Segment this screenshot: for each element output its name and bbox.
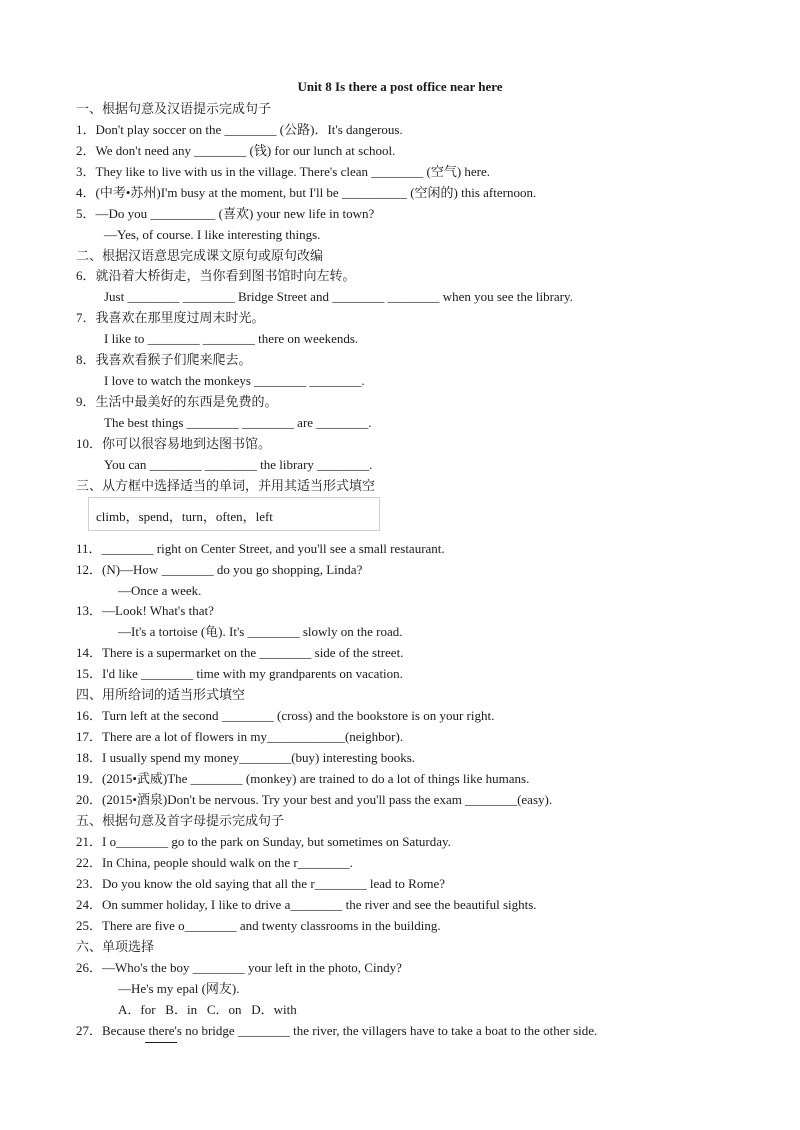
section-heading-2: 二、根据汉语意思完成课文原句或原句改编 — [76, 248, 324, 263]
question-17: 17．There are a lot of flowers in my____________(neighbor). — [76, 729, 404, 744]
question-12-answer-line: —Once a week. — [118, 583, 202, 598]
question-14: 14．There is a supermarket on the ________ side of the street. — [76, 645, 404, 660]
question-16: 16．Turn left at the second ________ (cross) and the bookstore is on your right. — [76, 708, 495, 723]
section-heading-5: 五、根据句意及首字母提示完成句子 — [76, 813, 285, 828]
question-20: 20．(2015•酒泉)Don't be nervous. Try your best and you'll pass the exam ________(easy). — [76, 792, 553, 807]
question-26-options: A．for B．in C．on D．with — [118, 1002, 297, 1017]
question-7-english: I like to ________ ________ there on weekends. — [104, 331, 359, 346]
question-1: 1．Don't play soccer on the ________ (公路)．It's dangerous. — [76, 122, 403, 137]
question-24: 24．On summer holiday, I like to drive a________ the river and see the beautiful sights. — [76, 897, 537, 912]
question-13: 13．—Look! What's that? — [76, 603, 214, 618]
page-title: Unit 8 Is there a post office near here — [297, 79, 503, 94]
underline-mark — [145, 1042, 177, 1043]
question-9-english: The best things ________ ________ are ________. — [104, 415, 372, 430]
question-3: 3．They like to live with us in the village. There's clean ________ (空气) here. — [76, 164, 491, 179]
question-11: 11．________ right on Center Street, and you'll see a small restaurant. — [76, 541, 445, 556]
question-18: 18．I usually spend my money________(buy) interesting books. — [76, 750, 416, 765]
question-8: 8．我喜欢看猴子们爬来爬去。 — [76, 352, 252, 367]
question-22: 22．In China, people should walk on the r________. — [76, 855, 353, 870]
question-5-answer-line: —Yes, of course. I like interesting things. — [104, 227, 321, 242]
section-heading-1: 一、根据句意及汉语提示完成句子 — [76, 101, 272, 116]
question-4: 4．(中考•苏州)I'm busy at the moment, but I'll be __________ (空闲的) this afternoon. — [76, 185, 537, 200]
question-21: 21．I o________ go to the park on Sunday, but sometimes on Saturday. — [76, 834, 451, 849]
question-8-english: I love to watch the monkeys ________ ________. — [104, 373, 365, 388]
question-7: 7．我喜欢在那里度过周末时光。 — [76, 310, 265, 325]
question-12: 12．(N)—How ________ do you go shopping, Linda? — [76, 562, 363, 577]
question-23: 23．Do you know the old saying that all the r________ lead to Rome? — [76, 876, 445, 891]
question-5: 5．—Do you __________ (喜欢) your new life in town? — [76, 206, 375, 221]
section-heading-6: 六、单项选择 — [76, 939, 155, 954]
question-26: 26．—Who's the boy ________ your left in the photo, Cindy? — [76, 960, 402, 975]
question-15: 15．I'd like ________ time with my grandparents on vacation. — [76, 666, 403, 681]
question-27: 27．Because there's no bridge ________ the river, the villagers have to take a boat to the other side. — [76, 1023, 598, 1038]
question-2: 2．We don't need any ________ (钱) for our lunch at school. — [76, 143, 396, 158]
question-9: 9．生活中最美好的东西是免费的。 — [76, 394, 278, 409]
question-26-answer-line: —He's my epal (网友). — [118, 981, 240, 996]
question-13-answer-line: —It's a tortoise (龟). It's ________ slowly on the road. — [118, 624, 403, 639]
word-box-words: climb，spend，turn，often，left — [96, 509, 273, 524]
word-box — [88, 497, 380, 531]
question-25: 25．There are five o________ and twenty classrooms in the building. — [76, 918, 441, 933]
question-10-english: You can ________ ________ the library ________. — [104, 457, 373, 472]
question-10: 10．你可以很容易地到达图书馆。 — [76, 436, 272, 451]
question-19: 19．(2015•武威)The ________ (monkey) are trained to do a lot of things like humans. — [76, 771, 530, 786]
section-heading-3: 三、从方框中选择适当的单词，并用其适当形式填空 — [76, 478, 376, 493]
question-6-english: Just ________ ________ Bridge Street and ________ ________ when you see the library. — [104, 289, 573, 304]
section-heading-4: 四、用所给词的适当形式填空 — [76, 687, 246, 702]
question-6: 6．就沿着大桥街走，当你看到图书馆时向左转。 — [76, 268, 356, 283]
